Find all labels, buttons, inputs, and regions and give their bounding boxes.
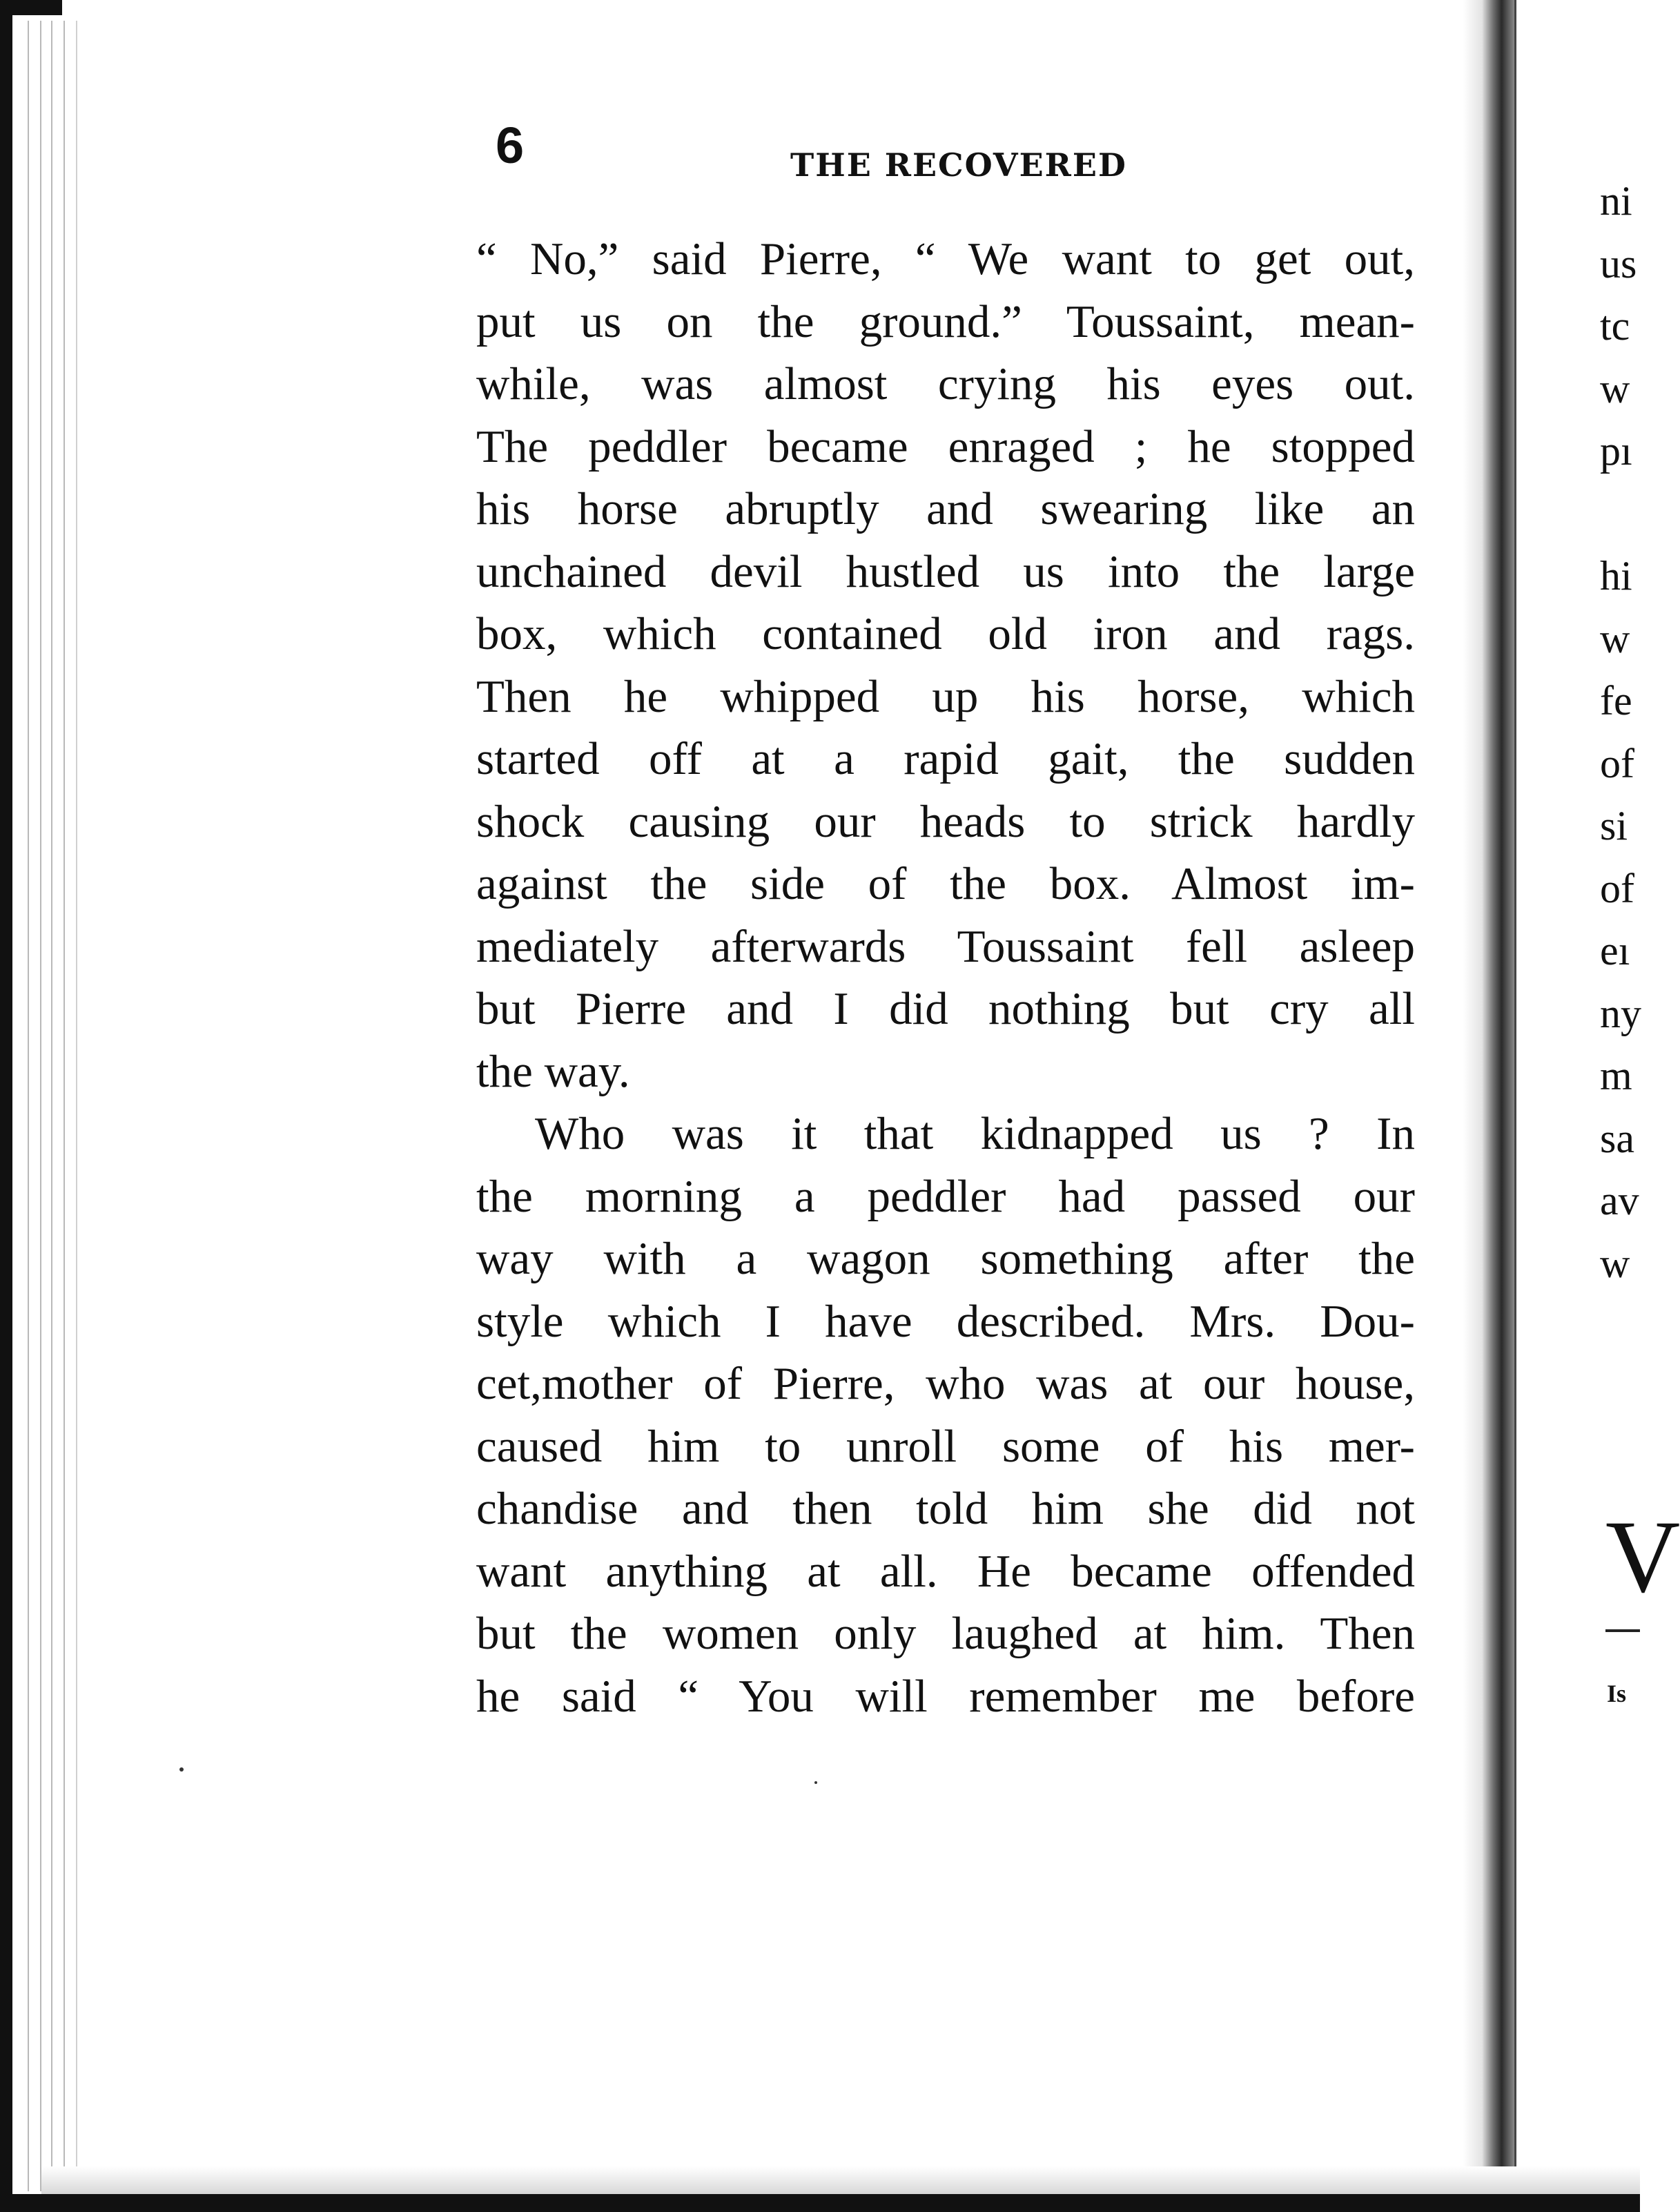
page-edge-line	[40, 21, 41, 2191]
facing-line: eı	[1600, 928, 1630, 973]
facing-line: us	[1600, 240, 1637, 287]
text-line: chandise and then told him she did not	[476, 1483, 1415, 1534]
text-line: cet,mother of Pierre, who was at our house,	[476, 1358, 1415, 1409]
text-line: the way.	[476, 1045, 630, 1097]
text-line: he said “ You will remember me before	[476, 1670, 1415, 1722]
text-line: caused him to unroll some of his mer-	[476, 1420, 1415, 1472]
facing-line: pı	[1600, 428, 1632, 474]
page-edge-line	[28, 21, 29, 2191]
facing-line: si	[1600, 803, 1628, 848]
text-line: “ No,” said Pierre, “ We want to get out,	[476, 233, 1415, 284]
text-line: put us on the ground.” Toussaint, mean-	[476, 295, 1415, 347]
scan-speck	[179, 1767, 184, 1772]
running-head: THE RECOVERED	[790, 146, 1127, 184]
text-line: while, was almost crying his eyes out.	[476, 358, 1415, 409]
facing-line	[1600, 483, 1641, 545]
text-line: the morning a peddler had passed our	[476, 1170, 1415, 1222]
facing-line: av	[1600, 1178, 1639, 1223]
book-gutter	[1483, 0, 1514, 2195]
page-edge-line	[64, 21, 65, 2191]
scan-border-top	[0, 0, 62, 15]
text-line: Then he whipped up his horse, which	[476, 670, 1415, 722]
facing-line: fe	[1600, 678, 1632, 724]
scan-speck	[814, 1781, 817, 1784]
facing-line: m	[1600, 1053, 1632, 1098]
facing-line: w	[1600, 1240, 1630, 1286]
text-line: way with a wagon something after the	[476, 1233, 1415, 1284]
scan-border-left	[0, 0, 12, 2212]
text-line: his horse abruptly and swearing like an	[476, 483, 1415, 534]
facing-line: sa	[1600, 1115, 1634, 1161]
facing-page-text	[1600, 170, 1641, 1294]
facing-line: w	[1600, 615, 1630, 661]
facing-line: ny	[1600, 990, 1641, 1036]
text-line: style which I have described. Mrs. Dou-	[476, 1295, 1415, 1347]
text-line: against the side of the box. Almost im-	[476, 858, 1415, 909]
text-line: want anything at all. He became offended	[476, 1545, 1415, 1597]
facing-line: of	[1600, 740, 1634, 786]
facing-page-initial: V	[1605, 1500, 1680, 1614]
facing-line: hi	[1600, 553, 1632, 599]
text-line: The peddler became enraged ; he stopped	[476, 420, 1415, 472]
text-line: started off at a rapid gait, the sudden	[476, 733, 1415, 784]
facing-page-rule	[1605, 1629, 1640, 1632]
page-edge-line	[51, 21, 52, 2191]
gutter-edge	[1514, 0, 1516, 2195]
book-page-edges	[0, 0, 104, 2212]
text-line: Who was it that kidnapped us ? In	[535, 1108, 1415, 1159]
text-line: unchained devil hustled us into the large	[476, 545, 1415, 597]
text-line: but the women only laughed at him. Then	[476, 1608, 1415, 1659]
text-line: box, which contained old iron and rags.	[476, 608, 1415, 659]
facing-line: tc	[1600, 303, 1630, 349]
page-body-text	[476, 228, 1415, 1727]
text-line: mediately afterwards Toussaint fell asleep	[476, 920, 1415, 972]
page-number: 6	[496, 117, 525, 174]
page-bottom-shade	[41, 2166, 1640, 2194]
gutter-shadow	[1463, 0, 1483, 2195]
facing-line: ni	[1600, 178, 1632, 224]
facing-line: w	[1600, 365, 1630, 411]
page-edge-line	[76, 21, 77, 2191]
facing-page-small-text: Is	[1607, 1680, 1627, 1707]
text-line: shock causing our heads to strick hardly	[476, 795, 1415, 847]
text-line: but Pierre and I did nothing but cry all	[476, 983, 1415, 1034]
facing-line: of	[1600, 865, 1634, 911]
scan-border-bottom	[0, 2194, 1640, 2212]
